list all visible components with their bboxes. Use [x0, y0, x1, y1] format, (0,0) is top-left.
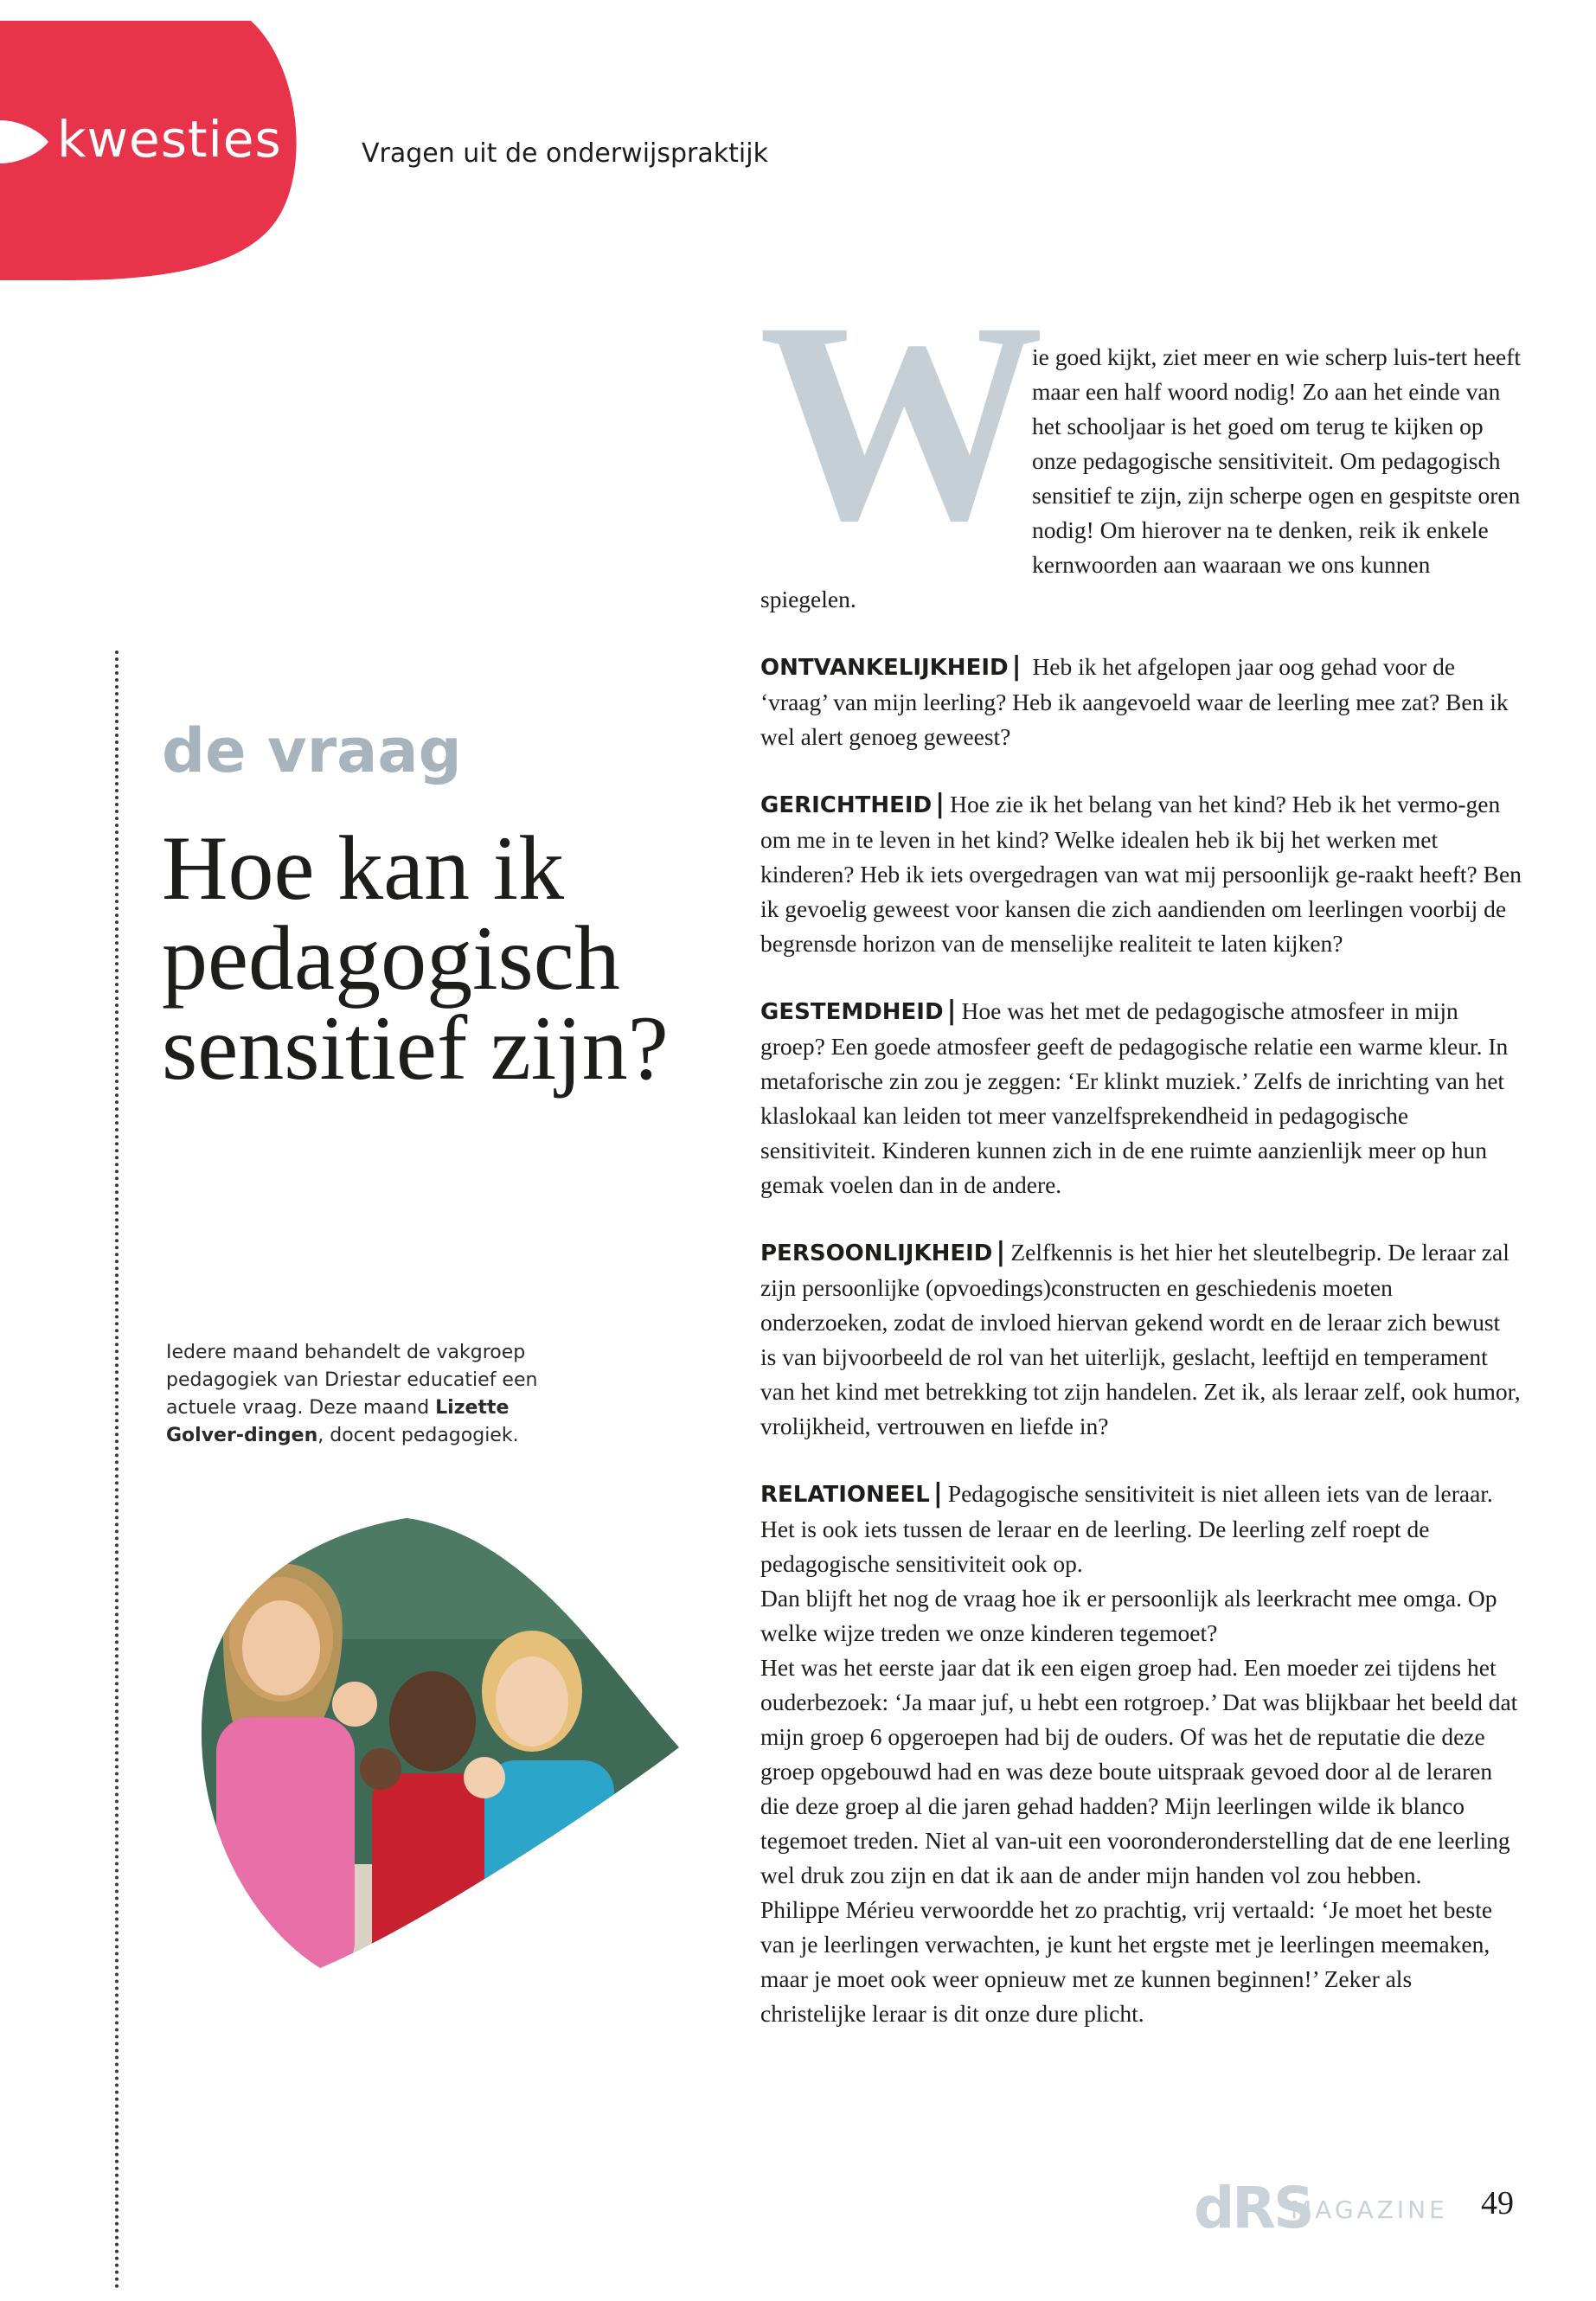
section-text: Hoe zie ik het belang van het kind? Heb ik het vermo-gen om me in te leven in het kind? Welke idealen heb ik bij het werken met kinderen? Heb ik iets overgedragen van wat mij persoonlijk ge-raakt heeft? Ben ik gevoelig geweest voor kansen die zich aandienden om leerlingen voorbij de begrensde horizon van de menselijke realiteit te laten kijken? — [760, 791, 1522, 957]
section-text: Heb ik het afgelopen jaar oog gehad voor de ‘vraag’ van mijn leerling? Heb ik aangevoeld waar de leerling mee zat? Ben ik wel alert genoeg geweest? — [760, 653, 1509, 750]
closing-paragraph: Dan blijft het nog de vraag hoe ik er persoonlijk als leerkracht mee omga. Op welke wijze treden we onze kinderen tegemoet? — [760, 1585, 1497, 1646]
closing-paragraph: Het was het eerste jaar dat ik een eigen groep had. Een moeder zei tijdens het ouderbezoek: ‘Ja maar juf, u hebt een rotgroep.’ Dat was blijkbaar het beeld dat mijn groep 6 opgeroepen had bij de ouders. Of was het de reputatie die deze groep opgebouwd had en was deze boute uitspraak gevoed door al de leraren die deze groep al die jaren gehad hadden? Mijn leerlingen wilde ik blanco tegemoet treden. Niet al van-uit een vooronderonderstelling dat de ene leerling wel druk zou zijn en dat ik aan de ander mijn handen vol zou hebben. — [760, 1654, 1518, 1888]
section-keyword: ONTVANKELIJKHEID — [760, 655, 1009, 681]
intro-paragraph — [759, 264, 1522, 617]
dropcap-letter: W — [759, 264, 1044, 580]
section-paragraph: RELATIONEEL | Pedagogische sensitiviteit is niet alleen iets van de leraar. Het is ook iets tussen de leraar en de leerling. De leerling zelf roept de pedagogische sensitiviteit ook op. Dan blijft het nog de vraag hoe ik er persoonlijk als leerkracht mee omga. Op welke wijze treden we onze kinderen tegemoet? Het was het eerste jaar dat ik een eigen groep had. Een moeder zei tijdens het ouderbezoek: ‘Ja maar juf, u hebt een rotgroep.’ Dat was blijkbaar het beeld dat mijn groep 6 opgeroepen had bij de ouders. Of was het de reputatie die deze groep opgebouwd had en was deze boute uitspraak gevoed door al de leraren die deze groep al die jaren gehad hadden? Mijn leerlingen wilde ik blanco tegemoet treden. Niet al van-uit een vooronderonderstelling dat de ene leerling wel druk zou zijn en dat ik aan de ander mijn handen vol zou hebben. Philippe Mérieu verwoordde het zo prachtig, vrij vertaald: ‘Je moet het beste van je leerlingen verwachten, je kunt het ergste met je leerlingen meemaken, maar je moet ook weer opnieuw met ze kunnen beginnen!’ Zeker als christelijke leraar is dit onze dure plicht. — [760, 1477, 1522, 2031]
intro-note-end: , docent pedagogiek. — [317, 1425, 519, 1446]
logo-letters: dRS — [1194, 2175, 1312, 2241]
section-keyword: RELATIONEEL — [760, 1482, 930, 1508]
dropcap — [759, 264, 1044, 580]
page-number: 49 — [1481, 2185, 1514, 2221]
question-label: de vraag — [162, 715, 462, 786]
closing-paragraph: Philippe Mérieu verwoordde het zo prachtig, vrij vertaald: ‘Je moet het beste van je leerlingen verwachten, je kunt het ergste met je leerlingen meemaken, maar je moet ook weer opnieuw met ze kunnen beginnen!’ Zeker als christelijke leraar is dit onze dure plicht. — [760, 1896, 1493, 2027]
children-photo — [199, 1518, 683, 1977]
section-text: Hoe was het met de pedagogische atmosfeer in mijn groep? Een goede atmosfeer geeft de pedagogische relatie een warme kleur. In metaforische zin zou je zeggen: ‘Er klinkt muziek.’ Zelfs de inrichting van het klaslokaal kan leiden tot meer vanzelfsprekendheid in pedagogische sensitiviteit. Kinderen kunnen zich in de ene ruimte aanzienlijk meer op hun gemak voelen dan in de andere. — [760, 997, 1509, 1198]
intro-note-text: Iedere maand behandelt de vakgroep pedagogiek van Driestar educatief een actuele vraag. Deze maand — [166, 1342, 538, 1419]
section-paragraph: GERICHTHEID | Hoe zie ik het belang van het kind? Heb ik het vermo-gen om me in te leven in het kind? Welke idealen heb ik bij het werken met kinderen? Heb ik iets overgedragen van wat mij persoonlijk ge-raakt heeft? Ben ik gevoelig geweest voor kansen die zich aandienden om leerlingen voorbij de begrensde horizon van de menselijke realiteit te laten kijken? — [760, 789, 1522, 957]
magazine-logo — [1194, 2175, 1453, 2241]
author-name: Lizette Golver-dingen — [166, 1397, 510, 1446]
intro-text: ie goed kijkt, ziet meer en wie scherp luis-tert heeft maar een half woord nodig! Zo aan het einde van het schooljaar is het goed om terug te kijken op onze pedagogische sensitiviteit. Om pedagogisch sensitief te zijn, zijn scherpe ogen en gespitste oren nodig! Om hierover na te denken, reik ik enkele kernwoorden aan waaraan we ons kunnen spiegelen. — [760, 343, 1522, 612]
section-paragraph: GESTEMDHEID | Hoe was het met de pedagogische atmosfeer in mijn groep? Een goede atmosfeer geeft de pedagogische relatie een warme kleur. In metaforische zin zou je zeggen: ‘Er klinkt muziek.’ Zelfs de inrichting van het klaslokaal kan leiden tot meer vanzelfsprekendheid in pedagogische sensitiviteit. Kinderen kunnen zich in de ene ruimte aanzienlijk meer op hun gemak voelen dan in de andere. — [760, 996, 1509, 1198]
section-keyword: PERSOONLIJKHEID — [760, 1240, 993, 1266]
question-title: Hoe kan ik pedagogisch sensitief zijn? — [162, 817, 669, 1099]
section-label: kwesties — [57, 110, 282, 169]
intro-note — [166, 1339, 581, 1450]
section-keyword: GERICHTHEID — [760, 792, 933, 818]
section-text: Zelfkennis is het hier het sleutelbegrip. De leraar zal zijn persoonlijke (opvoedings)constructen en geschiedenis moeten onderzoeken, zodat de invloed hiervan gekend wordt en de leraar zich bewust is van bijvoorbeeld de rol van het uiterlijk, geslacht, leeftijd en temperament van het kind met betrekking tot zijn handelen. Zet ik, als leraar zelf, ook humor, vrolijkheid, vertrouwen en liefde in? — [760, 1239, 1521, 1439]
logo-word: MAGAZINE — [1291, 2195, 1448, 2224]
arrow-icon — [0, 120, 50, 163]
section-paragraph: PERSOONLIJKHEID | Zelfkennis is het hier het sleutelbegrip. De leraar zal zijn persoonlijke (opvoedings)constructen en geschiedenis moeten onderzoeken, zodat de invloed hiervan gekend wordt en de leraar zich bewust is van bijvoorbeeld de rol van het uiterlijk, geslacht, leeftijd en temperament van het kind met betrekking tot zijn handelen. Zet ik, als leraar zelf, ook humor, vrolijkheid, vertrouwen en liefde in? — [760, 1237, 1521, 1439]
header-subtitle: Vragen uit de onderwijspraktijk — [362, 138, 768, 169]
section-text: Pedagogische sensitiviteit is niet alleen iets van de leraar. Het is ook iets tussen de leraar en de leerling. De leerling zelf roept de pedagogische sensitiviteit ook op. — [760, 1480, 1493, 1577]
dotted-divider — [115, 651, 119, 2290]
article-body — [759, 264, 1522, 2031]
section-paragraph: ONTVANKELIJKHEID | Heb ik het afgelopen jaar oog gehad voor de ‘vraag’ van mijn leerling? Heb ik aangevoeld waar de leerling mee zat? Ben ik wel alert genoeg geweest? — [760, 651, 1509, 750]
section-keyword: GESTEMDHEID — [760, 999, 944, 1025]
